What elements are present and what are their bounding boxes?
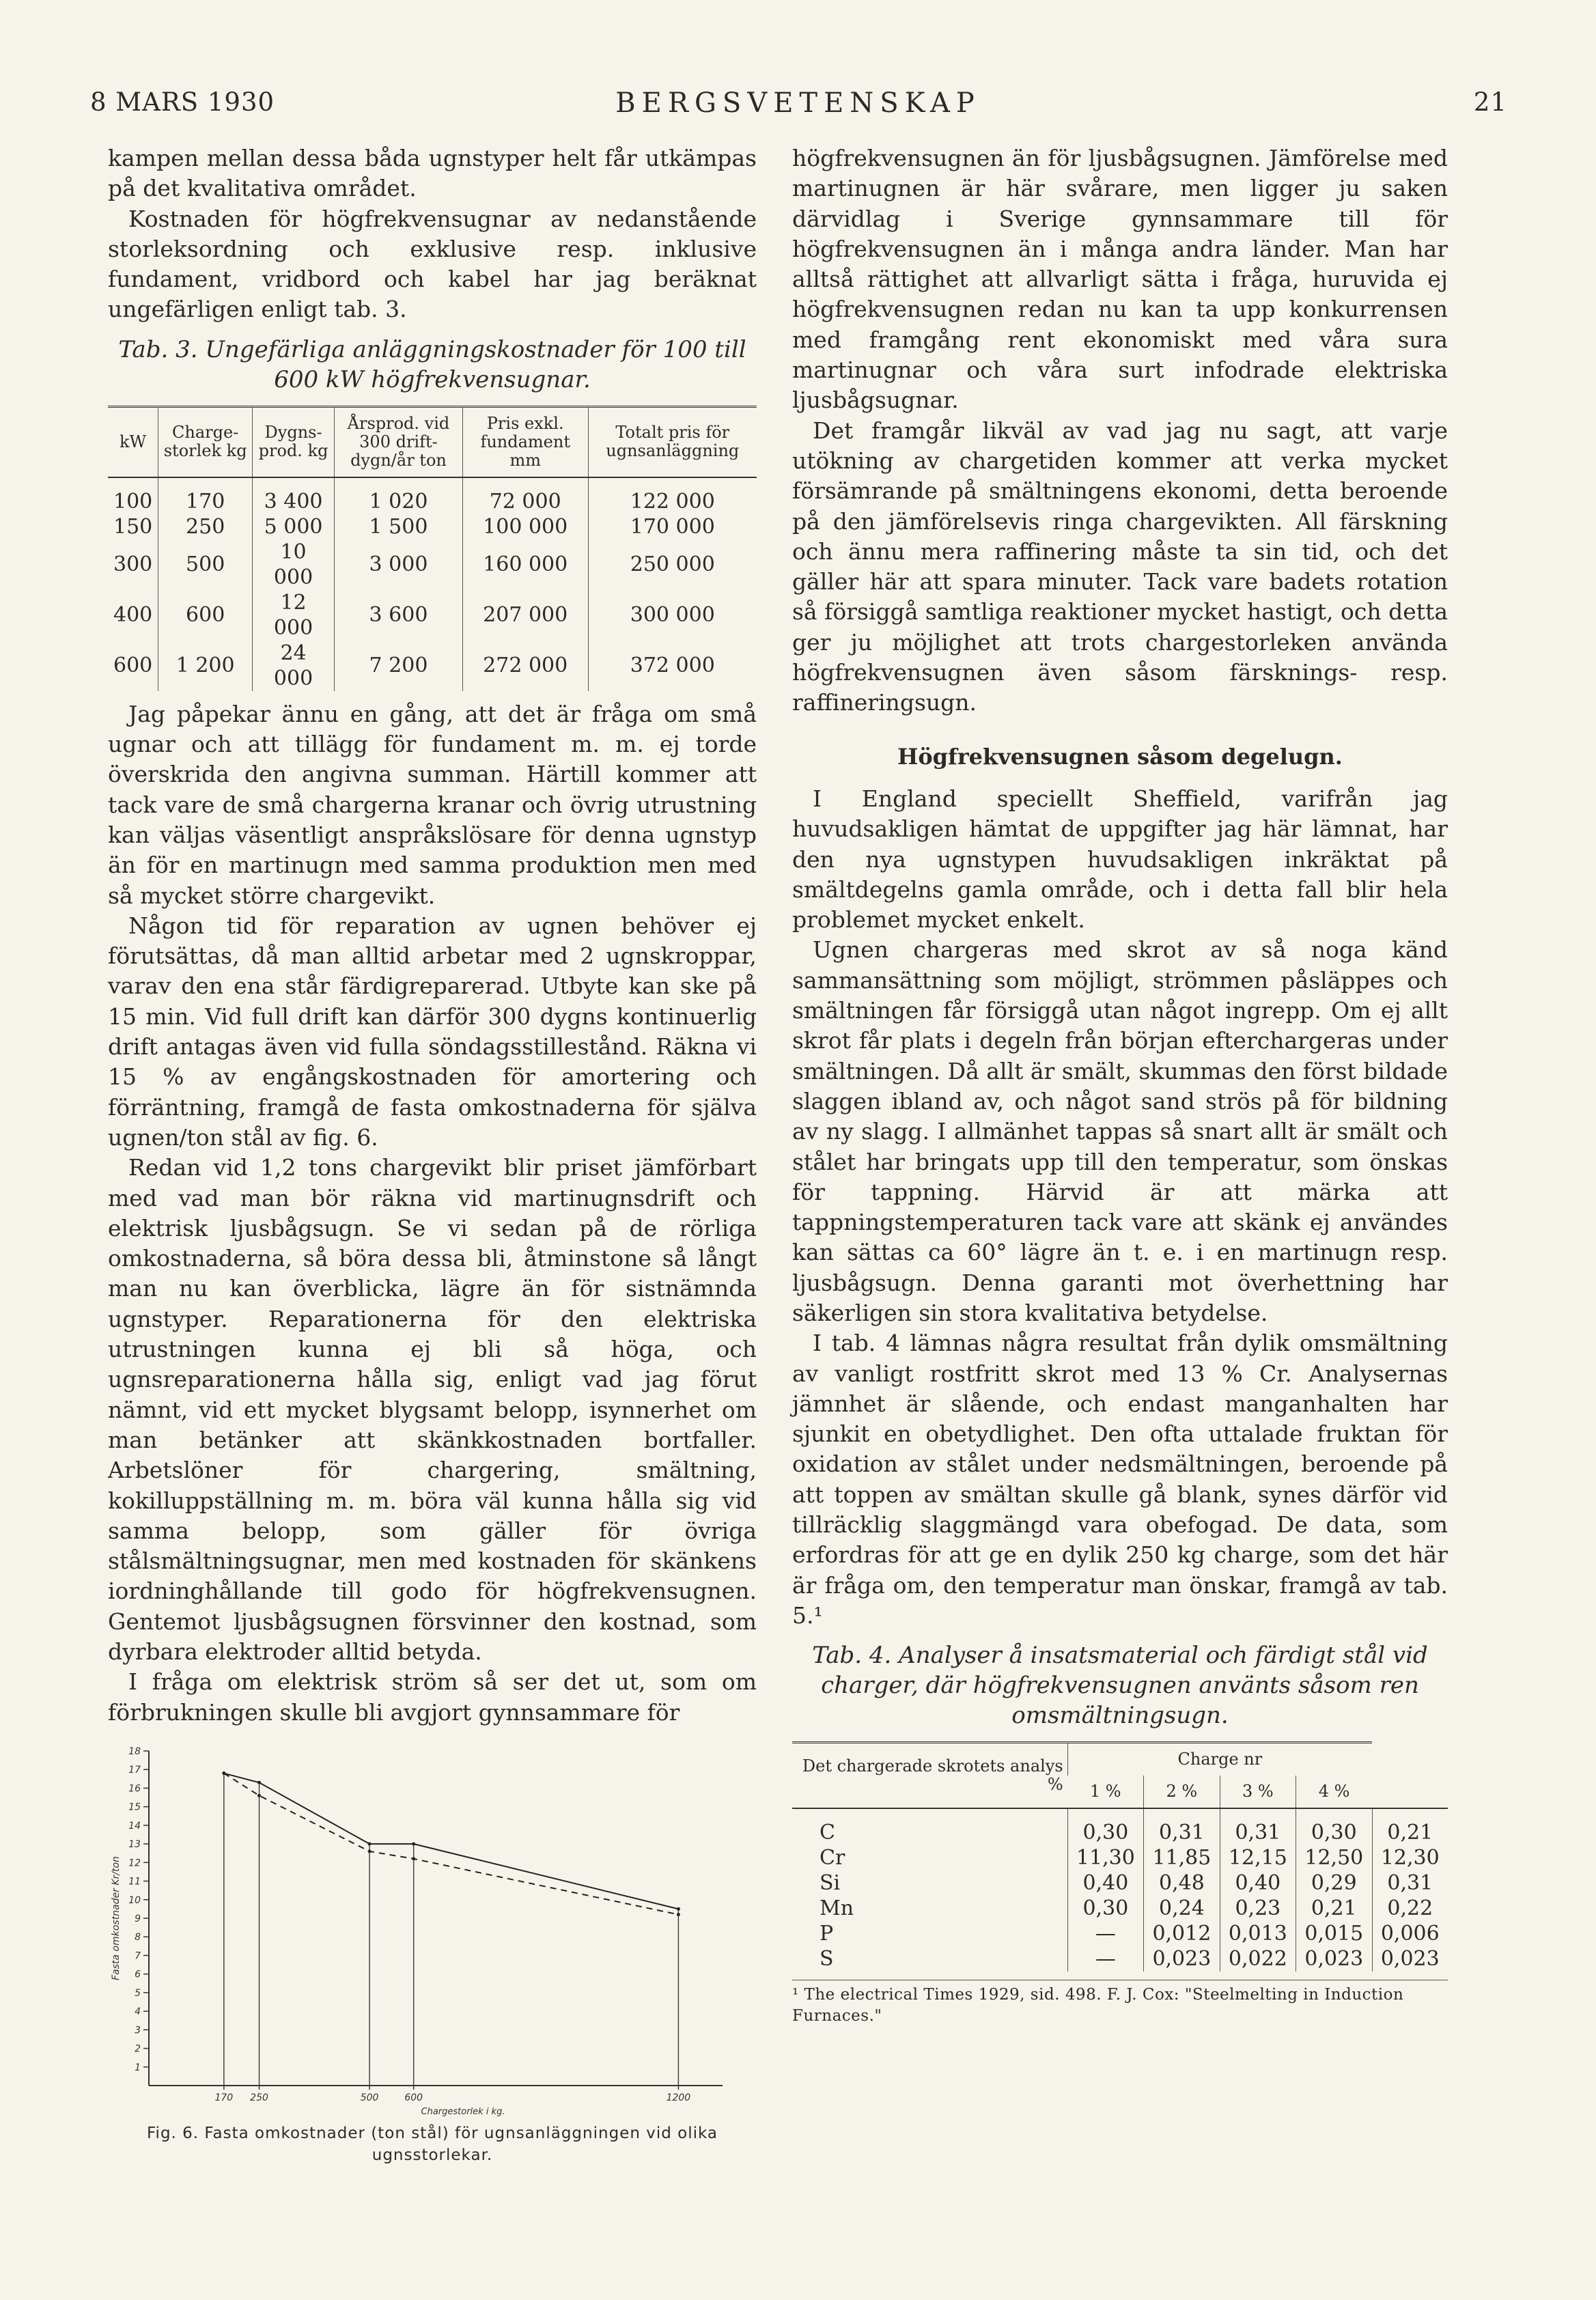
table-row: [792, 1845, 1448, 1870]
table-row: [108, 641, 757, 691]
table-cell: 24 000: [253, 641, 335, 691]
table-3: [108, 406, 757, 691]
y-tick-label: 10: [128, 1894, 141, 1906]
data-point: [412, 1842, 415, 1845]
table-cell: 0,023: [1296, 1946, 1372, 1972]
table-cell: 0,40: [1067, 1870, 1143, 1896]
table-cell: 122 000: [588, 477, 757, 514]
table-cell: 0,31: [1372, 1870, 1448, 1896]
table-cell: 100: [113, 489, 153, 514]
section-heading: Högfrekvensugnen såsom degelugn.: [897, 743, 1343, 770]
table-header: 2 %: [1144, 1776, 1220, 1808]
data-point: [368, 1849, 372, 1853]
table-4: [792, 1741, 1448, 1972]
y-tick-label: 1: [135, 2062, 141, 2073]
data-point: [222, 1771, 225, 1775]
table-cell: 250 000: [588, 539, 757, 590]
table-cell: 7 200: [335, 641, 463, 691]
x-tick-label: 250: [250, 2092, 268, 2103]
y-tick-label: 18: [128, 1745, 141, 1757]
table-cell: 0,023: [1372, 1946, 1448, 1972]
table-cell: 300 000: [588, 590, 757, 641]
header-journal-title: BERGSVETENSKAP: [615, 87, 981, 119]
table-header: 1 %: [1089, 1782, 1121, 1801]
table-cell: 300: [113, 552, 153, 577]
table-row: [792, 1870, 1448, 1896]
table-header: Årsprod. vid 300 drift-dygn/år ton: [335, 406, 463, 477]
y-tick-label: 17: [128, 1765, 141, 1776]
table-cell: 0,24: [1144, 1896, 1220, 1921]
table-cell: 100 000: [462, 514, 588, 539]
table-header: Det chargerade skrotets analys %: [792, 1743, 1067, 1809]
table-cell: 150: [113, 514, 153, 539]
y-tick-label: 7: [135, 1950, 141, 1962]
table-cell: 0,012: [1144, 1921, 1220, 1946]
table-cell: 0,31: [1220, 1808, 1296, 1845]
table-cell: 0,48: [1144, 1870, 1220, 1896]
table-cell: 11,30: [1067, 1845, 1143, 1870]
table-cell: 0,30: [1067, 1808, 1143, 1845]
table-cell: 3 600: [335, 590, 463, 641]
table-cell: —: [1067, 1946, 1143, 1972]
table-header: 3 %: [1220, 1776, 1296, 1808]
figure-6-chart: [108, 1737, 757, 2120]
table-cell: Si: [820, 1871, 841, 1896]
table-cell: 0,31: [1144, 1808, 1220, 1845]
table-cell: 0,23: [1220, 1896, 1296, 1921]
table-cell: 5 000: [253, 514, 335, 539]
table-3-caption: Tab. 3. Ungefärliga anläggningskostnader för 100 till 600 kW högfrekvensugnar.: [118, 335, 746, 393]
x-tick-label: 1200: [666, 2092, 691, 2103]
y-tick-label: 5: [135, 1987, 141, 1999]
paragraph: Någon tid för reparation av ugnen behöver ej förutsättas, då man alltid arbetar med 2 ugnskroppar, varav den ena står färdigreparerad. Utbyte kan ske på 15 min. Vid full drift kan därför 300 dygns kontinuerlig drift antagas även vid fulla söndagsstillestånd. Räkna vi 15 % av engångskostnaden för amortering och förräntning, framgå de fasta omkostnaderna för själva ugnen/ton stål av fig. 6.: [108, 912, 757, 1151]
table-cell: 1 020: [335, 477, 463, 514]
table-cell: C: [820, 1821, 835, 1845]
table-cell: 3 000: [335, 539, 463, 590]
table-cell: 170: [158, 477, 253, 514]
table-cell: 72 000: [462, 477, 588, 514]
table-cell: 160 000: [462, 539, 588, 590]
table-row: [108, 539, 757, 590]
table-cell: 0,29: [1296, 1870, 1372, 1896]
table-cell: 0,30: [1296, 1808, 1372, 1845]
data-point: [257, 1781, 261, 1784]
paragraph: I tab. 4 lämnas några resultat från dylik omsmältning av vanligt rostfritt skrot med 13 % Cr. Analysernas jämnhet är slående, och endast manganhalten har sjunkit en obetydlighet. Den ofta uttalade fruktan för oxidation av stålet under nedsmältningen, beroende på att toppen av smältan skulle gå blank, synes därför vid tillräcklig slaggmängd vara obefogad. De data, som erfordras för att ge en dylik 250 kg charge, som det här är fråga om, den temperatur man önskar, framgå av tab. 5.¹: [792, 1330, 1448, 1629]
y-tick-label: 11: [128, 1876, 141, 1888]
paragraph: Redan vid 1,2 tons chargevikt blir priset jämförbart med vad man bör räkna vid martinugnsdrift och elektrisk ljusbågsugn. Se vi sedan på de rörliga omkostnaderna, så böra dessa bli, åtminstone så långt man nu kan överblicka, lägre än för sistnämnda ugnstyper. Reparationerna för den elektriska utrustningen kunna ej bli så höga, och ugnsreparationerna hålla sig, enligt vad jag förut nämnt, vid ett mycket blygsamt belopp, isynnerhet om man betänker att skänkkostnaden bortfaller. Arbetslöner för chargering, smältning, kokilluppställning m. m. böra väl kunna hålla sig vid samma belopp, som gäller för övriga stålsmältningsugnar, men med kostnaden för skänkens iordninghållande till godo för högfrekvensugnen. Gentemot ljusbågsugnen försvinner den kostnad, som dyrbara elektroder alltid betyda.: [108, 1154, 757, 1665]
table-4-caption: Tab. 4. Analyser å insatsmaterial och färdigt stål vid charger, där högfrekvensugnen använts såsom ren omsmältningsugn.: [812, 1642, 1428, 1730]
table-cell: 11,85: [1144, 1845, 1220, 1870]
paragraph: Det framgår likväl av vad jag nu sagt, att varje utökning av chargetiden kommer att verka mycket försämrande på smältningens ekonomi, detta beroende på den jämförelsevis ringa chargevikten. All färskning och ännu mera raffinering måste ta sin tid, och det gäller här att spara minuter. Tack vare badets rotation så försiggå samtliga reaktioner mycket hastigt, och detta ger ju möjlighet att trots chargestorleken använda högfrekvensugnen även såsom färsknings- resp. raffineringsugn.: [792, 417, 1448, 716]
table-header: Charge-storlek kg: [158, 406, 253, 477]
figure-6-caption: Fig. 6. Fasta omkostnader (ton stål) för ugnsanläggningen vid olika ugnsstorlekar.: [147, 2124, 718, 2164]
header-page-number: 21: [1473, 87, 1507, 117]
table-4-body: [792, 1808, 1448, 1972]
table-cell: 0,30: [1067, 1896, 1143, 1921]
data-point: [677, 1913, 680, 1916]
table-row: [792, 1946, 1448, 1972]
table-cell: Mn: [820, 1896, 854, 1921]
table-header: Dygns-prod. kg: [253, 406, 335, 477]
table-row: [108, 514, 757, 539]
table-row: [108, 590, 757, 641]
header-date: 8 MARS 1930: [90, 87, 275, 117]
data-point: [412, 1857, 415, 1860]
y-tick-label: 16: [128, 1783, 141, 1795]
table-cell: 0,40: [1220, 1870, 1296, 1896]
table-row: [792, 1921, 1448, 1946]
y-tick-label: 15: [128, 1801, 141, 1813]
table-header: Totalt pris för ugnsanläggning: [588, 406, 757, 477]
data-point: [677, 1907, 680, 1911]
x-tick-label: 170: [214, 2092, 234, 2103]
table-header: kW: [108, 406, 158, 477]
table-header: 4 %: [1296, 1776, 1372, 1808]
y-tick-label: 13: [128, 1838, 141, 1850]
y-tick-label: 3: [135, 2025, 141, 2036]
data-point: [257, 1794, 261, 1797]
table-cell: 250: [158, 514, 253, 539]
table-header: Pris exkl. fundament mm: [462, 406, 588, 477]
table-cell: 600: [113, 654, 153, 678]
table-cell: 372 000: [588, 641, 757, 691]
table-cell: 0,21: [1372, 1808, 1448, 1845]
table-cell: 500: [158, 539, 253, 590]
paragraph: Ugnen chargeras med skrot av så noga känd sammansättning som möjligt, strömmen påsläppes och smältningen får försiggå utan något ingrepp. Om ej allt skrot får plats i degeln från början efterchargeras under smältningen. Då allt är smält, skummas den först bildade slaggen ibland av, och något sand strös på för bildning av ny slagg. I allmänhet tappas så snart allt är smält och stålet har bringats upp till den temperatur, som önskas för tappning. Härvid är att märka att tappningstemperaturen tack vare att skänk ej användes kan sättas ca 60° lägre än t. e. i en martinugn resp. ljusbågsugn. Denna garanti mot överhettning har säkerligen sin stora kvalitativa betydelse.: [792, 936, 1448, 1326]
table-cell: 0,21: [1296, 1896, 1372, 1921]
y-tick-label: 9: [135, 1913, 141, 1924]
table-cell: 400: [113, 603, 153, 628]
paragraph: I England speciellt Sheffield, varifrån jag huvudsakligen hämtat de uppgifter jag här lämnat, har den nya ugnstypen huvudsakligen inkräktat på smältdegelns gamla område, och i detta fall blir hela problemet mycket enkelt.: [792, 785, 1448, 934]
table-cell: 12,15: [1220, 1845, 1296, 1870]
table-cell: 0,023: [1144, 1946, 1220, 1972]
table-cell: 0,015: [1296, 1921, 1372, 1946]
series-line: [224, 1773, 679, 1915]
y-axis-label: Fasta omkostnader Kr/ton: [111, 1855, 122, 1980]
table-cell: 1 200: [158, 641, 253, 691]
table-cell: 0,22: [1372, 1896, 1448, 1921]
right-column: [792, 143, 1448, 2027]
table-cell: 600: [158, 590, 253, 641]
paragraph: kampen mellan dessa båda ugnstyper helt får utkämpas på det kvalitativa området.: [108, 145, 757, 202]
y-tick-label: 8: [135, 1932, 141, 1944]
left-column: [108, 143, 757, 2166]
x-tick-label: 600: [404, 2092, 423, 2103]
table-row: [108, 477, 757, 514]
footnote: ¹ The electrical Times 1929, sid. 498. F. J. Cox: "Steelmelting in Induction Furnaces.": [792, 1980, 1448, 2027]
y-tick-label: 6: [135, 1969, 141, 1980]
table-cell: Cr: [820, 1846, 845, 1870]
table-cell: 3 400: [253, 477, 335, 514]
x-axis-label: Chargestorlek i kg.: [421, 2106, 505, 2117]
table-cell: 12,30: [1372, 1845, 1448, 1870]
table-cell: 12 000: [253, 590, 335, 641]
figure-6: [108, 1737, 757, 2120]
x-tick-label: 500: [360, 2092, 379, 2103]
table-cell: 272 000: [462, 641, 588, 691]
table-cell: 0,022: [1220, 1946, 1296, 1972]
series-line: [224, 1773, 679, 1909]
table-cell: 10 000: [253, 539, 335, 590]
table-cell: S: [820, 1947, 834, 1972]
table-cell: P: [820, 1922, 834, 1946]
y-tick-label: 2: [135, 2043, 141, 2055]
table-cell: 12,50: [1296, 1845, 1372, 1870]
paragraph: Kostnaden för högfrekvensugnar av nedanstående storleksordning och exklusive resp. inklusive fundament, vridbord och kabel har jag beräknat ungefärligen enligt tab. 3.: [108, 205, 757, 323]
table-cell: 170 000: [588, 514, 757, 539]
paragraph: Jag påpekar ännu en gång, att det är fråga om små ugnar och att tillägg för fundament m. m. ej torde överskrida den angivna summan. Härtill kommer att tack vare de små chargerna kranar och övrig utrustning kan väljas väsentligt anspråkslösare för denna ugnstyp än för en martinugn med samma produktion men med så mycket större chargevikt.: [108, 700, 757, 909]
y-tick-label: 4: [135, 2006, 141, 2017]
data-point: [368, 1842, 372, 1845]
paragraph: högfrekvensugnen än för ljusbågsugnen. Jämförelse med martinugnen är här svårare, men ligger ju saken därvidlag i Sverige gynnsammare till för högfrekvensugnen än i många andra länder. Man har alltså rättighet att allvarligt sätta i fråga, huruvida ej högfrekvensugnen redan nu kan ta upp konkurrensen med framgång rent ekonomiskt med våra sura martinugnar och våra surt infodrade elektriska ljusbågsugnar.: [792, 145, 1448, 414]
table-cell: 0,013: [1220, 1921, 1296, 1946]
table-cell: 207 000: [462, 590, 588, 641]
table-3-body: [108, 477, 757, 691]
table-cell: 1 500: [335, 514, 463, 539]
table-row: [792, 1808, 1448, 1845]
table-cell: —: [1067, 1921, 1143, 1946]
y-tick-label: 12: [128, 1857, 141, 1869]
table-header: Charge nr: [1067, 1743, 1372, 1776]
table-row: [792, 1896, 1448, 1921]
y-tick-label: 14: [128, 1820, 141, 1832]
table-cell: 0,006: [1372, 1921, 1448, 1946]
paragraph: I fråga om elektrisk ström så ser det ut, som om förbrukningen skulle bli avgjort gynnsammare för: [108, 1668, 757, 1726]
